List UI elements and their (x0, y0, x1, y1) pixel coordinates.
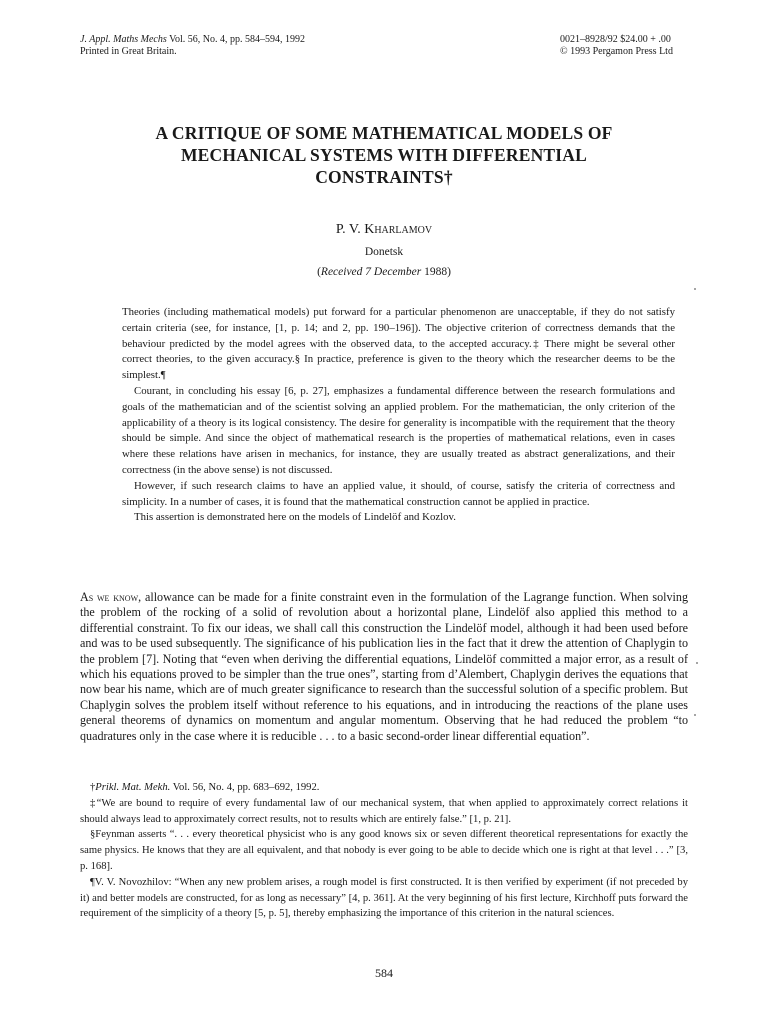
journal-ref: Vol. 56, No. 4, pp. 584–594, 1992 (169, 34, 306, 45)
header-citation (80, 34, 380, 58)
journal-abbrev: J. Appl. Maths Mechs (80, 34, 167, 45)
price-code: 0021–8928/92 $24.00 + .00 (560, 34, 671, 45)
body-paragraph (80, 590, 688, 744)
author-name (80, 222, 688, 238)
footnotes (80, 780, 688, 922)
abstract-paragraph: Courant, in concluding his essay [6, p. 27], emphasizes a fundamental difference between the research formulations and goals of the mathematician and of the scientist solving an applied problem. For the mathematician, the only criterion of the applicability of a theory is its logical consistency. The desire for generality is incompatible with the requirement that the theory should be simple. And since the object of mathematical research is the properties of mathematical relations, even in cases where these relations have arisen in mechanics, for instance, they are usually treated as abstract generalizations, and their correctness (in the above sense) is not discussed. (122, 384, 675, 476)
received-day: 7 December (365, 266, 422, 278)
abstract-paragraph: This assertion is demonstrated here on the models of Lindelöf and Kozlov. (134, 511, 456, 524)
received-year: 1988) (424, 266, 451, 278)
scan-speck (696, 662, 698, 664)
title-line-2: MECHANICAL SYSTEMS WITH DIFFERENTIAL (180, 145, 588, 165)
abstract (122, 305, 675, 526)
page-number: 584 (375, 966, 393, 980)
scan-speck (694, 714, 696, 716)
abstract-paragraph: However, if such research claims to have an applied value, it should, of course, satisfy the criteria of correctness and simplicity. In a number of cases, it is found that the mathematical construction cannot be applied in practice. (122, 479, 675, 508)
printed-note: Printed in Great Britain. (80, 46, 177, 57)
footnote-journal: Prikl. Mat. Mekh. (95, 782, 171, 793)
author-surname: Kharlamov (364, 222, 433, 237)
title-line-1: A CRITIQUE OF SOME MATHEMATICAL MODELS OF (155, 123, 613, 143)
paper-title (80, 122, 688, 188)
footnote: ¶V. V. Novozhilov: “When any new problem arises, a rough model is first constructed. It is then verified by experiment (if not preceded by it) and better models are constructed, for as long as necessary” [4, p. 361]. At the very beginning of his first lecture, Kirchhoff puts forward the requirement of the simplicity of a theory [5, p. 5], thereby emphasizing the importance of this criterion in the natural sciences. (80, 876, 688, 920)
scan-speck (694, 288, 696, 290)
footnote: §Feynman asserts “. . . every theoretical physicist who is any good knows six or seven different theoretical representations for exactly the same physics. He knows that they are all equivalent, and that nobody is ever going to be able to decide which one is right at that level . . .” [3, p. 168]. (80, 829, 688, 872)
received-date: (Received 7 December 1988) (317, 266, 451, 278)
main-text (80, 590, 688, 744)
footnote-ref: Vol. 56, No. 4, pp. 683–692, 1992. (170, 782, 320, 793)
author-affiliation: Donetsk (364, 246, 404, 258)
title-line-3: CONSTRAINTS† (315, 167, 453, 187)
copyright-note: © 1993 Pergamon Press Ltd (560, 46, 673, 57)
footnote-dagger (80, 780, 688, 796)
received-label: Received (320, 266, 363, 278)
body-text: allowance can be made for a finite constraint even in the formulation of the Lagrange function. When solving the problem of the rocking of a solid of revolution about a horizontal plane, Lindelöf also applied this method to a differential constraint. To fix our ideas, we shall call this construction the Lindelöf model, although it had been used before and was to be used subsequently. The significance of his publication lies in the fact that it drew the attention of Chaplygin to the problem [7]. Noting that “even when deriving the differential equations, Lindelöf committed a major error, as a result of which his equations proved to be simpler than the true ones”, starting from d’Alembert, Chaplygin derives the equations that now bear his name, which are of much greater significance to research than the successful solution of a specific problem. But Chaplygin solves the problem itself without reference to his equations, and in introducing the reactions of the plane uses general theorems of dynamics on momentum and angular momentum. Observing that he had reduced the problem “to quadratures only in the case where it is reducible . . . to a basic second-order linear differential equation”. (80, 590, 688, 743)
header-copyright (560, 34, 710, 58)
footnote: ‡“We are bound to require of every fundamental law of our mechanical system, that when applied to approximately correct relations it should always lead to approximately correct results, not to results which are entirely false.” [1, p. 21]. (80, 797, 688, 825)
abstract-paragraph: Theories (including mathematical models) put forward for a particular phenomenon are unacceptable, if they do not satisfy certain criteria (see, for instance, [1, p. 14; and 2, pp. 190–196]). The objective criterion of correctness demands that the behaviour predicted by the model agrees with the observed data, to the accepted accuracy.‡ There might be several other correct theories, to the given accuracy.§ In practice, preference is given to the theory which the researcher deems to be the simplest.¶ (122, 306, 675, 382)
author-initials: P. V. (335, 222, 361, 237)
dagger-mark: † (90, 782, 96, 793)
lead-in: As we know, (80, 590, 142, 604)
